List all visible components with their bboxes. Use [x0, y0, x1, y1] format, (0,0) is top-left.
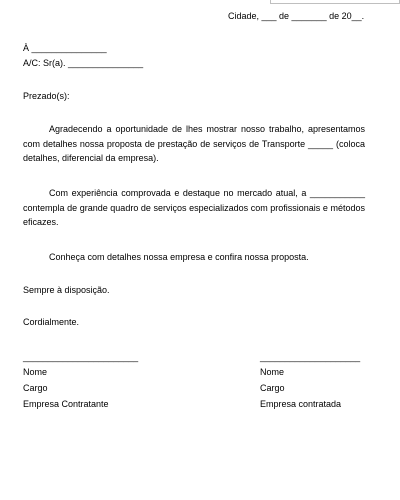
salutation: Prezado(s): — [23, 91, 70, 101]
closing-regards: Cordialmente. — [23, 317, 80, 327]
signature-line: ____________________ — [260, 352, 361, 362]
recipient-attn-line: A/C: Sr(a). _______________ — [23, 57, 144, 68]
paragraph-intro: Agradecendo a oportunidade de lhes mostrar nosso trabalho, apresentamos com detalhes nossa proposta de prestação de serviços de Transporte _____ (coloca detalhes, diferencial da empresa). — [23, 124, 365, 163]
date-line: Cidade, ___ de _______ de 20__. — [228, 11, 365, 21]
signature-name: Nome — [260, 366, 285, 377]
signature-name: Nome — [23, 366, 48, 377]
signature-role: Cargo — [23, 382, 48, 393]
recipient-block — [23, 41, 143, 70]
closing-availability: Sempre à disposição. — [23, 285, 110, 295]
recipient-to-line: À _______________ — [23, 43, 107, 53]
signature-contratada — [260, 350, 360, 413]
signature-company: Empresa Contratante — [23, 398, 109, 409]
paragraph-experience: Com experiência comprovada e destaque no mercado atual, a ___________ contempla de grande quadro de serviços especializados com profissionais e métodos eficazes. — [23, 188, 365, 227]
signature-contratante — [23, 350, 138, 413]
header-box — [270, 0, 400, 4]
signature-role: Cargo — [260, 382, 285, 393]
paragraph-invitation: Conheça com detalhes nossa empresa e confira nossa proposta. — [49, 252, 309, 262]
signature-company: Empresa contratada — [260, 398, 342, 409]
signature-line: _______________________ — [23, 352, 139, 362]
